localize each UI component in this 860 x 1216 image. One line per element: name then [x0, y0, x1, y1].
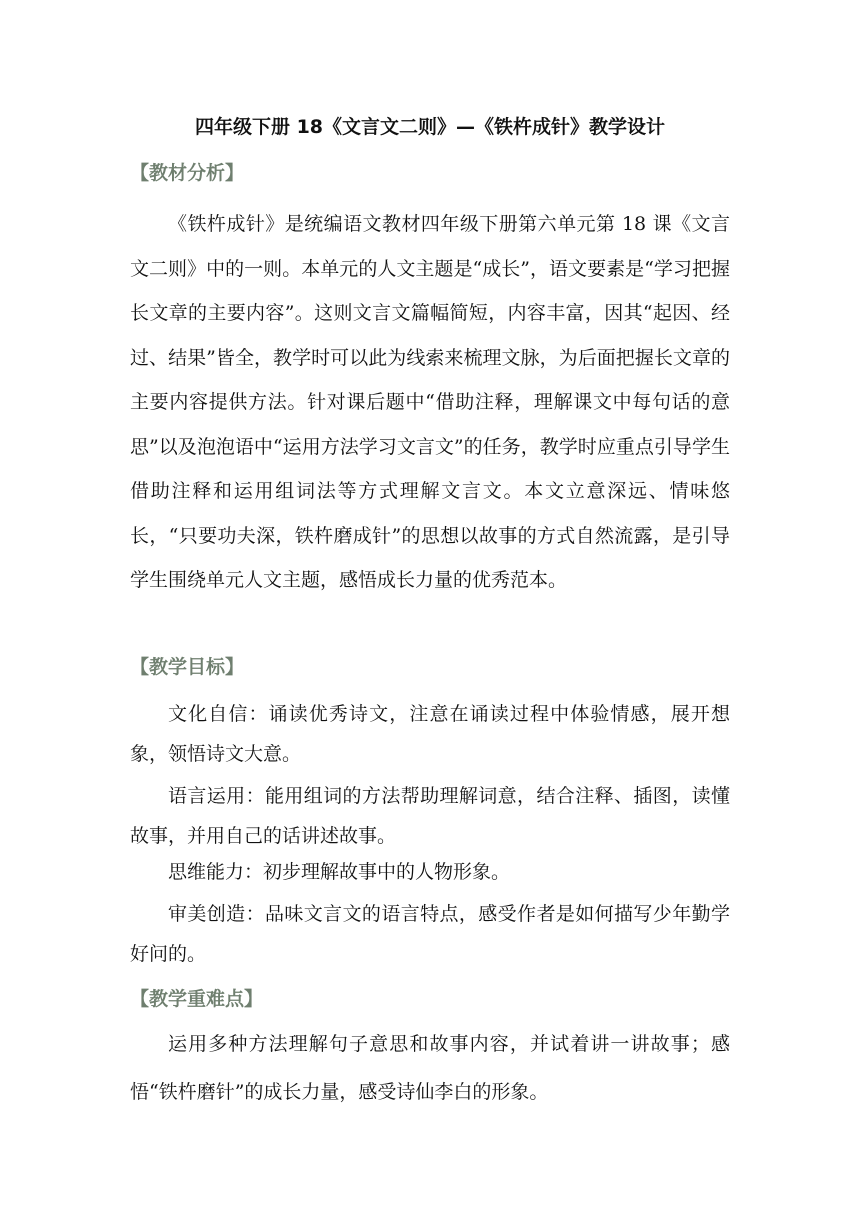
key-points-paragraph: 运用多种方法理解句子意思和故事内容，并试着讲一讲故事；感悟“铁杵磨针”的成长力量，感受诗仙李白的形象。	[130, 1033, 730, 1103]
heading-teaching-goals: 【教学目标】	[130, 656, 245, 678]
goal-language-use: 语言运用：能用组词的方法帮助理解词意，结合注释、插图，读懂故事，并用自己的话讲述故事。	[130, 785, 730, 847]
goal-thinking-ability: 思维能力：初步理解故事中的人物形象。	[168, 861, 511, 883]
heading-key-points: 【教学重难点】	[130, 988, 264, 1010]
textbook-analysis-paragraph: 《铁杵成针》是统编语文教材四年级下册第六单元第 18 课《文言文二则》中的一则。本单元的人文主题是“成长”，语文要素是“学习把握长文章的主要内容”。这则文言文篇幅简短，内容丰富，因其“起因、经过、结果”皆全，教学时可以此为线索来梳理文脉，为后面把握长文章的主要内容提供方法。针对课后题中“借助注释，理解课文中每句话的意思”以及泡泡语中“运用方法学习文言文”的任务，教学时应重点引导学生借助注释和运用组词法等方式理解文言文。本文立意深远、情味悠长，“只要功夫深，铁杵磨成针”的思想以故事的方式自然流露，是引导学生围绕单元人文主题，感悟成长力量的优秀范本。	[130, 213, 730, 591]
heading-textbook-analysis: 【教材分析】	[130, 162, 245, 184]
document-title: 四年级下册 18《文言文二则》—《铁杵成针》教学设计	[194, 116, 666, 138]
goal-cultural-confidence: 文化自信：诵读优秀诗文，注意在诵读过程中体验情感，展开想象，领悟诗文大意。	[130, 703, 730, 765]
goal-aesthetic-creation: 审美创造：品味文言文的语言特点，感受作者是如何描写少年勤学好问的。	[130, 903, 730, 965]
